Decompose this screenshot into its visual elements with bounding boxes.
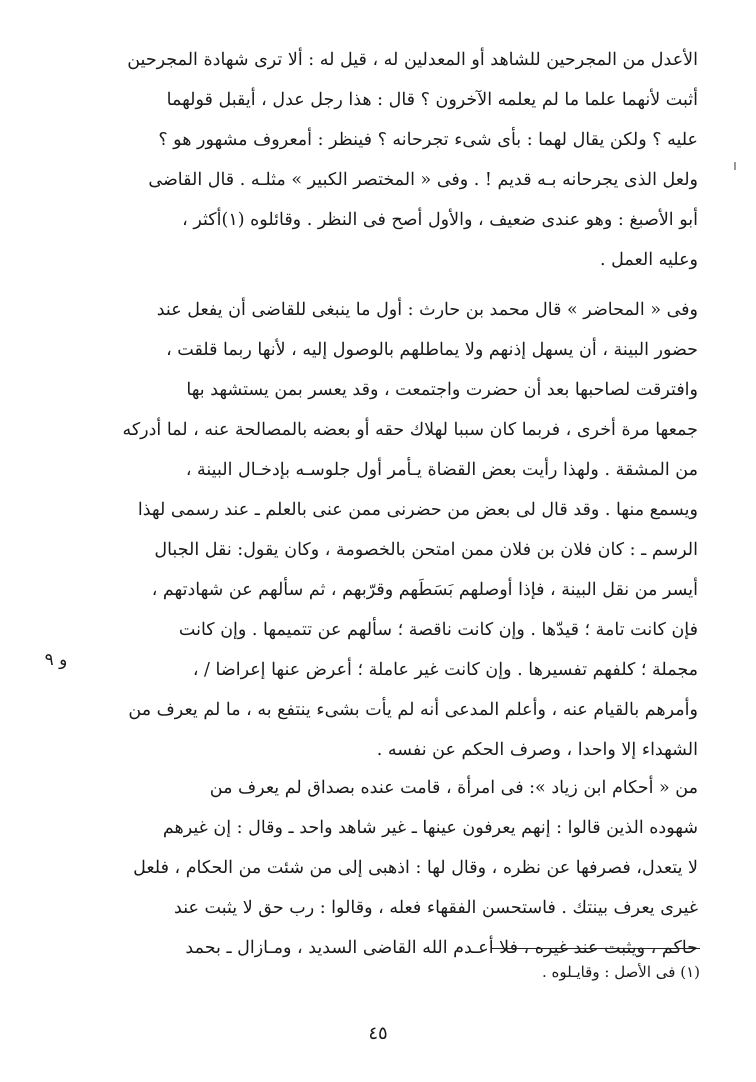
text-line: أبو الأصبغ : وهو عندى ضعيف ، والأول أصح فى النظر . وقائلوه (١)أكثر ،	[182, 210, 698, 230]
text-line: لا يتعدل، فصرفها عن نظره ، وقال لها : اذهبى إلى من شئت من الحكام ، فلعل	[133, 858, 698, 878]
footnote: (١) فى الأصل : وقايـلوه .	[541, 963, 700, 981]
text-line: مجملة ؛ كلفهم تفسيرها . وإن كانت غير عاملة ؛ أعرض عنها إعراضا / ،	[192, 660, 698, 680]
text-line: وفى « المحاضر » قال محمد بن حارث : أول ما ينبغى للقاضى أن يفعل عند	[156, 300, 698, 320]
text-line: شهوده الذين قالوا : إنهم يعرفون عينها ـ غير شاهد واحد ـ وقال : إن غيرهم	[162, 818, 698, 838]
text-line: حاكم ، ويثبت عند غيره ، فلا أعـدم الله القاضى السديد ، ومـازال ـ بحمد	[185, 938, 698, 958]
text-line: جمعها مرة أخرى ، فربما كان سببا لهلاك حقه أو بعضه بالمصالحة عنه ، لما أدركه	[122, 420, 698, 440]
text-line: عليه ؟ ولكن يقال لهما : بأى شىء تجرحانه ؟ فينظر : أمعروف مشهور هو ؟	[158, 130, 698, 150]
text-line: غيرى يعرف بينتك . فاستحسن الفقهاء فعله ، وقالوا : رب حق لا يثبت عند	[174, 898, 698, 918]
text-line: ويسمع منها . وقد قال لى بعض من حضرنى ممن عنى بالعلم ـ عند رسمى لهذا	[137, 500, 698, 520]
paragraph-2	[96, 290, 698, 770]
text-line: أثبت لأنهما علما ما لم يعلمه الآخرون ؟ قال : هذا رجل عدل ، أيقبل قولهما	[166, 90, 698, 110]
text-line: وافترقت لصاحبها بعد أن حضرت واجتمعت ، وقد يعسر بمن يستشهد بها	[186, 380, 698, 400]
text-line: من المشقة . ولهذا رأيت بعض القضاة يـأمر أول جلوسـه بإدخـال البينة ،	[185, 460, 698, 480]
paragraph-1	[96, 40, 698, 280]
text-line: الشهداء إلا واحدا ، وصرف الحكم عن نفسه .	[376, 740, 698, 760]
text-line: وعليه العمل .	[599, 250, 698, 270]
text-line: من « أحكام ابن زياد »: فى امرأة ، قامت عنده بصداق لم يعرف من	[209, 778, 698, 798]
text-line: الأعدل من المجرحين للشاهد أو المعدلين له ، قيل له : ألا ترى شهادة المجرحين	[127, 50, 698, 70]
text-line: ولعل الذى يجرحانه بـه قديم ! . وفى « المختصر الكبير » مثلـه . قال القاضى	[148, 170, 698, 190]
text-line: أيسر من نقل البينة ، فإذا أوصلهم بَسَطَهم وقرّبهم ، ثم سألهم عن شهادتهم ،	[151, 580, 698, 600]
folio-margin-note: و ٩	[44, 650, 68, 670]
paragraph-3	[96, 768, 698, 968]
footnote-divider	[492, 948, 700, 949]
page-number: ٤٥	[368, 1023, 388, 1044]
text-line: فإن كانت تامة ؛ قيدّها . وإن كانت ناقصة ؛ سألهم عن تتميمها . وإن كانت	[178, 620, 698, 640]
text-line: حضور البينة ، أن يسهل إذنهم ولا يماطلهم بالوصول إليه ، لأنها ربما قلقت ،	[166, 340, 698, 360]
text-line: وأمرهم بالقيام عنه ، وأعلم المدعى أنه لم يأت بشىء ينتفع به ، ما لم يعرف من	[128, 700, 698, 720]
text-line: الرسم ـ : كان فلان بن فلان ممن امتحن بالخصومة ، وكان يقول: نقل الجبال	[154, 540, 698, 560]
margin-tick	[734, 162, 736, 170]
